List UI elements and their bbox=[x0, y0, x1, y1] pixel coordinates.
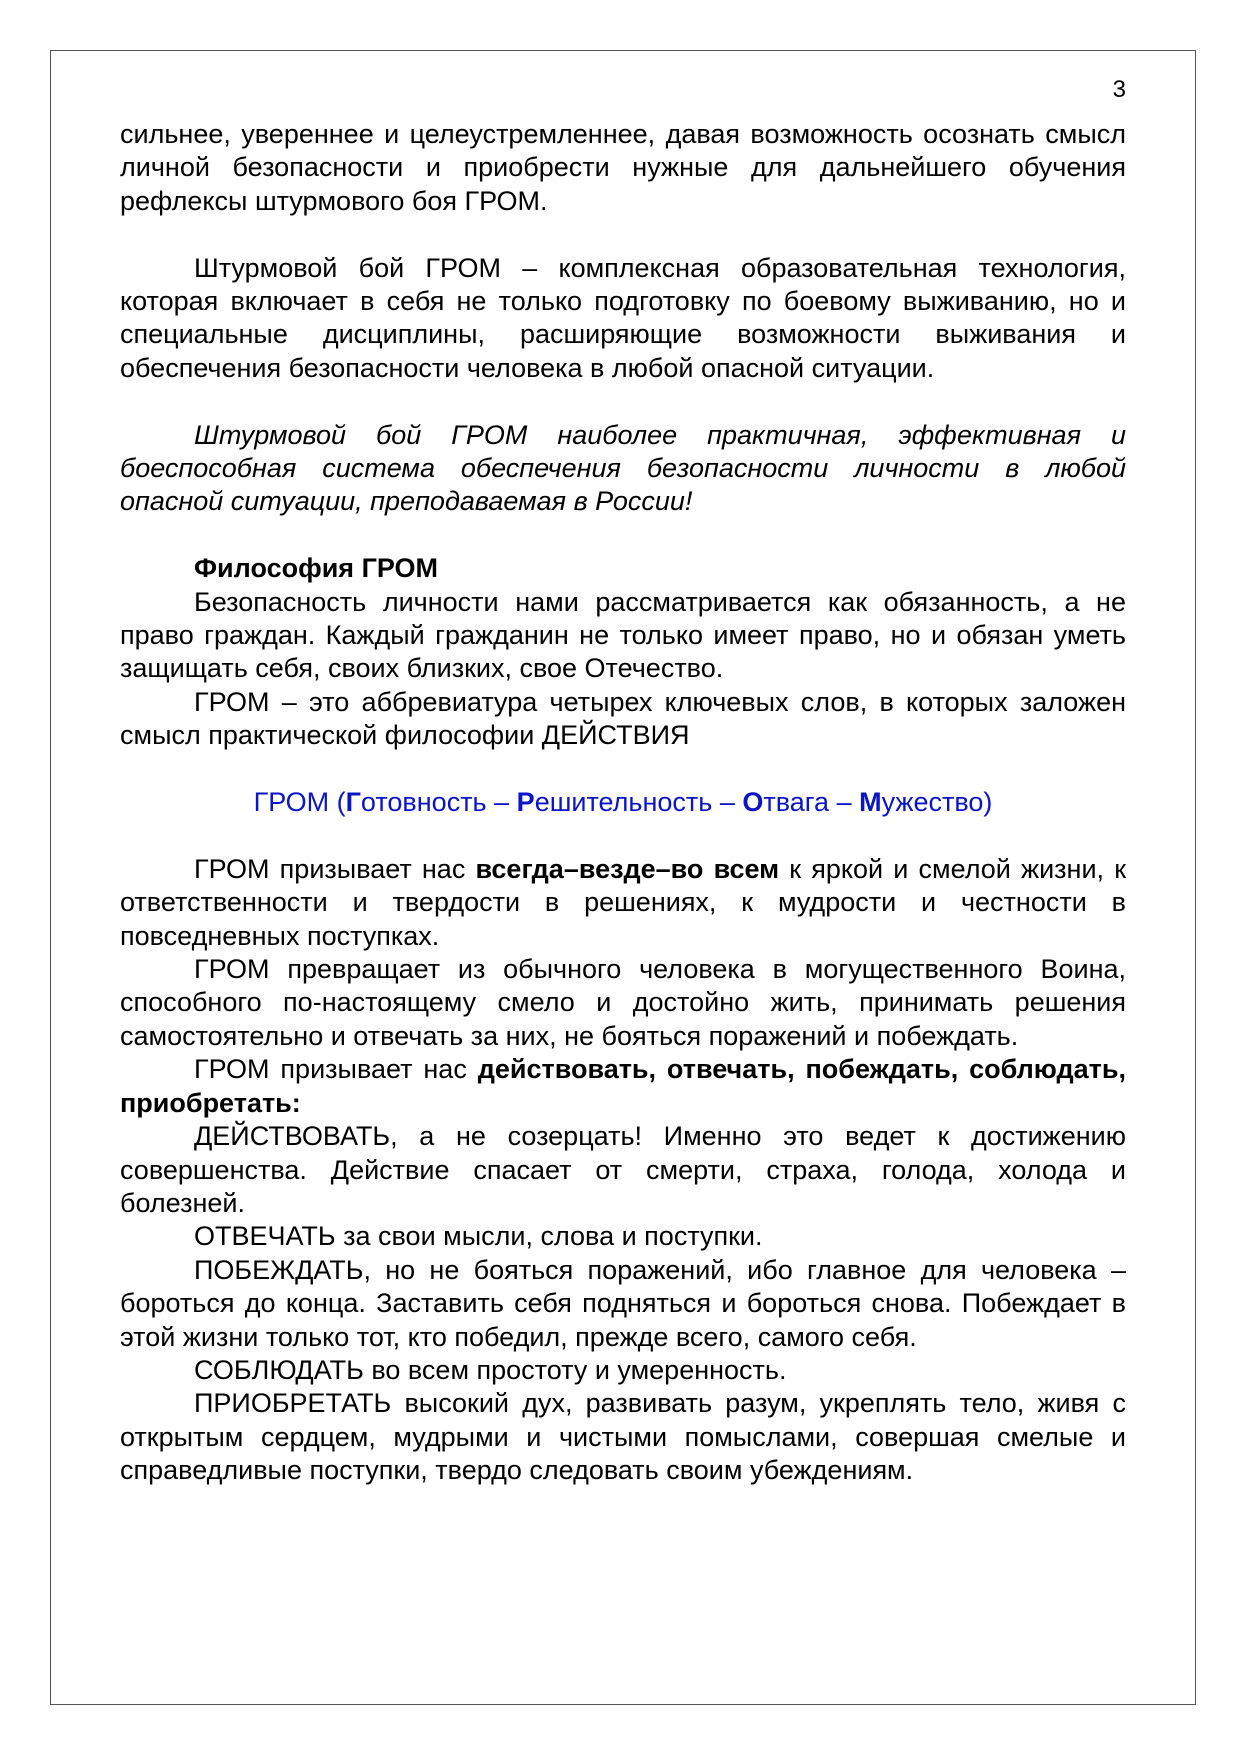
acronym-separator: – bbox=[712, 787, 743, 818]
paragraph-act: ДЕЙСТВОВАТЬ, а не созерцать! Именно это ведет к достижению совершенства. Действие спасает от смерти, страха, голода, холода и болезней. bbox=[120, 1121, 1126, 1218]
acronym-word-3: твага bbox=[763, 787, 830, 818]
acronym-suffix: ) bbox=[983, 787, 993, 818]
paragraph-grom-actions: ГРОМ призывает нас действовать, отвечать, побеждать, соблюдать, приобретать: bbox=[120, 1054, 1126, 1118]
emphasis-always-everywhere: всегда–везде–во всем bbox=[475, 853, 780, 884]
page-number: 3 bbox=[1112, 76, 1126, 103]
paragraph-intro-continuation: сильнее, увереннее и целеустремленнее, давая возможность осознать смысл личной безопасности и приобрести нужные для дальнейшего обучения рефлексы штурмового боя ГРОМ. bbox=[120, 119, 1126, 216]
acronym-letter-r: Р bbox=[516, 787, 535, 818]
acronym-word-1: отовность bbox=[360, 787, 487, 818]
acronym-word-2: ешительность bbox=[534, 787, 713, 818]
section-heading: Философия ГРОМ bbox=[194, 553, 439, 584]
acronym-letter-g: Г bbox=[345, 787, 361, 818]
acronym-prefix: ГРОМ ( bbox=[253, 787, 346, 818]
paragraph-definition: Штурмовой бой ГРОМ – комплексная образовательная технология, которая включает в себя не только подготовку по боевому выживанию, но и специальные дисциплины, расширяющие возможности выживания и обеспечения безопасности человека в любой опасной ситуации. bbox=[120, 252, 1126, 383]
acronym-letter-m: М bbox=[859, 787, 882, 818]
acronym-letter-o: О bbox=[742, 787, 764, 818]
paragraph-security-duty: Безопасность личности нами рассматривается как обязанность, а не право граждан. Каждый гражданин не только имеет право, но и обязан уметь защищать себя, своих близких, свое Отечество. bbox=[120, 586, 1126, 684]
paragraph-slogan: Штурмовой бой ГРОМ наиболее практичная, эффективная и боеспособная система обеспечения безопасности личности в любой опасной ситуации, преподаваемая в России! bbox=[120, 419, 1126, 517]
paragraph-abbreviation: ГРОМ – это аббревиатура четырех ключевых слов, в которых заложен смысл практической философии ДЕЙСТВИЯ bbox=[120, 686, 1126, 751]
paragraph-answer: ОТВЕЧАТЬ за свои мысли, слова и поступки. bbox=[194, 1221, 763, 1252]
paragraph-grom-warrior: ГРОМ превращает из обычного человека в могущественного Воина, способного по-настоящему смело и достойно жить, принимать решения самостоятельно и отвечать за них, не бояться поражений и побеждать. bbox=[120, 954, 1126, 1051]
acronym-word-4: ужество bbox=[881, 787, 984, 818]
paragraph-grom-calls: ГРОМ призывает нас всегда–везде–во всем к яркой и смелой жизни, к ответственности и твердости в решениях, к мудрости и честности в повседневных поступках. bbox=[120, 853, 1127, 951]
paragraph-acquire: ПРИОБРЕТАТЬ высокий дух, развивать разум, укреплять тело, живя с открытым сердцем, мудрыми и чистыми помыслами, совершая смелые и справедливые поступки, твердо следовать своим убеждениям. bbox=[120, 1388, 1126, 1486]
paragraph-observe: СОБЛЮДАТЬ во всем простоту и умеренность. bbox=[194, 1354, 787, 1385]
document-body bbox=[120, 118, 1126, 1488]
acronym-separator: – bbox=[829, 787, 860, 818]
emphasis-action-verbs: действовать, отвечать, побеждать, соблюдать, приобретать: bbox=[120, 1054, 1126, 1118]
acronym-separator: – bbox=[486, 787, 517, 818]
acronym-line bbox=[120, 786, 1126, 819]
paragraph-win: ПОБЕЖДАТЬ, но не бояться поражений, ибо главное для человека – бороться до конца. Заставить себя подняться и бороться снова. Побеждает в этой жизни только тот, кто победил, прежде всего, самого себя. bbox=[120, 1254, 1126, 1352]
